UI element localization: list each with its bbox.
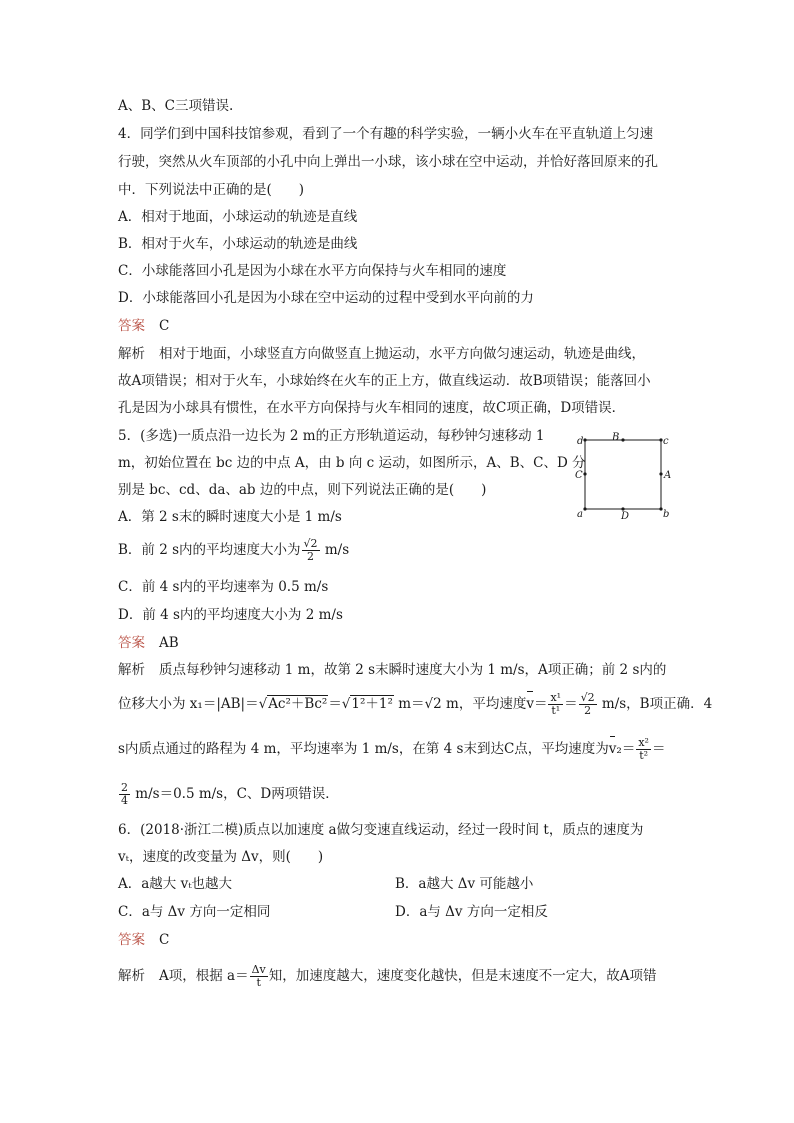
fraction bbox=[119, 782, 130, 807]
q6-option-d: D．a与 Δv 方向一定相反 bbox=[395, 904, 548, 920]
q6-answer bbox=[118, 930, 169, 950]
label-a: a bbox=[577, 509, 583, 520]
text: 知，加速度越大，速度变化越快，但是末速度不一定大，故A项错 bbox=[268, 968, 657, 984]
text: ＝√ bbox=[328, 696, 351, 712]
label-c: c bbox=[663, 436, 669, 447]
denominator: t bbox=[256, 976, 261, 989]
label-d: d bbox=[577, 436, 584, 447]
q5-analysis-text1: 质点每秒钟匀速移动 1 m，故第 2 s末瞬时速度大小为 1 m/s，A项正确；前 2 s内的 bbox=[159, 662, 667, 678]
label-b: b bbox=[663, 509, 670, 520]
fraction bbox=[548, 692, 563, 717]
text: ＝ bbox=[621, 741, 636, 757]
analysis-label: 解析 bbox=[118, 662, 145, 678]
denominator: 2 bbox=[307, 550, 315, 563]
q5-analysis-line4 bbox=[118, 782, 339, 807]
q4-option-d: D．小球能落回小孔是因为小球在空中运动的过程中受到水平向前的力 bbox=[118, 290, 534, 306]
answer-value: C bbox=[159, 932, 170, 948]
q4-stem-line2: 行驶，突然从火车顶部的小孔中向上弹出一小球，该小球在空中运动，并恰好落回原来的孔 bbox=[118, 154, 658, 170]
unit: m/s bbox=[320, 542, 350, 558]
q5-stem-line2: m，初始位置在 bc 边的中点 A，由 b 向 c 运动，如图所示，A、B、C、D 分 bbox=[118, 455, 586, 471]
numerator: x¹ bbox=[550, 691, 562, 704]
q6-stem-line1: 6．(2018·浙江二模)质点以加速度 a做匀变速直线运动，经过一段时间 t，质点的速度为 bbox=[118, 822, 644, 838]
text: ＝ bbox=[651, 741, 666, 757]
numerator: x² bbox=[638, 736, 649, 749]
denominator: 4 bbox=[121, 794, 128, 807]
q5-option-b-text: B．前 2 s内的平均速度大小为 bbox=[118, 542, 301, 558]
q6-option-c: C．a与 Δv 方向一定相同 bbox=[118, 904, 271, 920]
text: m＝√2 m，平均速度 bbox=[393, 696, 527, 712]
q4-analysis-line2: 故A项错误；相对于火车，小球始终在火车的正上方，做直线运动．故B项错误；能落回小 bbox=[118, 373, 651, 389]
q4-analysis-line1 bbox=[118, 344, 645, 364]
q5-stem-line3: 别是 bc、cd、da、ab 边的中点，则下列说法正确的是( ) bbox=[118, 482, 487, 498]
q5-analysis-line3 bbox=[118, 737, 665, 762]
q4-answer bbox=[118, 316, 169, 336]
q5-option-d: D．前 4 s内的平均速度大小为 2 m/s bbox=[118, 607, 343, 623]
analysis-label: 解析 bbox=[118, 968, 145, 984]
q4-stem-line1: 4．同学们到中国科技馆参观，看到了一个有趣的科学实验，一辆小火车在平直轨道上匀速 bbox=[118, 126, 654, 142]
q6-analysis-line1 bbox=[118, 964, 657, 989]
denominator: t² bbox=[639, 749, 649, 762]
text: m/s＝0.5 m/s，C、D两项错误． bbox=[131, 786, 339, 802]
text: ＝ bbox=[533, 696, 548, 712]
text: ＝ bbox=[564, 696, 578, 712]
numerator: √2 bbox=[303, 537, 318, 550]
q5-answer bbox=[118, 633, 179, 653]
q4-analysis-text1: 相对于地面，小球竖直方向做竖直上抛运动，水平方向做匀速运动，轨迹是曲线， bbox=[159, 346, 645, 362]
q5-stem-line1: 5．(多选)一质点沿一边长为 2 m的正方形轨道运动，每秒钟匀速移动 1 bbox=[118, 428, 545, 444]
mean-velocity-symbol: v bbox=[608, 741, 617, 757]
square-track-figure bbox=[572, 432, 672, 520]
text: s内质点通过的路程为 4 m，平均速率为 1 m/s，在第 4 s末到达C点，平均速度为 bbox=[118, 741, 609, 757]
answer-label: 答案 bbox=[118, 635, 145, 651]
q5-analysis-line2 bbox=[118, 692, 712, 717]
q5-option-b bbox=[118, 538, 349, 563]
label-D: D bbox=[621, 511, 630, 520]
mean-velocity-symbol: v bbox=[526, 696, 534, 712]
square-track bbox=[585, 440, 661, 509]
answer-value: C bbox=[159, 318, 170, 334]
radicand: Ac²＋Bc² bbox=[268, 696, 328, 712]
answer-label: 答案 bbox=[118, 318, 145, 334]
q6-option-b: B．a越大 Δv 可能越小 bbox=[395, 876, 534, 892]
text: 位移大小为 x₁＝|AB|＝√ bbox=[118, 696, 268, 712]
q4-option-c: C．小球能落回小孔是因为小球在水平方向保持与火车相同的速度 bbox=[118, 263, 507, 279]
numerator: √2 bbox=[580, 691, 595, 704]
answer-value: AB bbox=[159, 635, 179, 651]
fraction bbox=[636, 737, 651, 762]
radicand: 1²＋1² bbox=[351, 696, 393, 712]
text: A项，根据 a＝ bbox=[159, 968, 249, 984]
q6-option-a: A．a越大 vₜ也越大 bbox=[118, 876, 233, 892]
denominator: 2 bbox=[584, 704, 592, 717]
answer-label: 答案 bbox=[118, 932, 145, 948]
label-C: C bbox=[575, 470, 583, 481]
numerator: 2 bbox=[121, 781, 128, 794]
numerator: Δv bbox=[251, 963, 266, 976]
q4-option-b: B．相对于火车，小球运动的轨迹是曲线 bbox=[118, 236, 358, 252]
q5-option-a: A．第 2 s末的瞬时速度大小是 1 m/s bbox=[118, 509, 342, 525]
denominator: t¹ bbox=[551, 704, 561, 717]
q6-stem-line2: vₜ，速度的改变量为 Δv，则( ) bbox=[118, 849, 324, 865]
fraction bbox=[579, 692, 597, 717]
analysis-label: 解析 bbox=[118, 346, 145, 362]
q4-analysis-line3: 孔是因为小球具有惯性，在水平方向保持与火车相同的速度，故C项正确，D项错误． bbox=[118, 400, 626, 416]
fraction bbox=[250, 964, 268, 989]
q4-option-a: A．相对于地面，小球运动的轨迹是直线 bbox=[118, 209, 358, 225]
q4-stem-line3: 中．下列说法中正确的是( ) bbox=[118, 182, 305, 198]
q5-analysis-line1 bbox=[118, 660, 666, 680]
q5-option-c: C．前 4 s内的平均速率为 0.5 m/s bbox=[118, 579, 329, 595]
fraction bbox=[302, 538, 320, 563]
text: m/s，B项正确．4 bbox=[597, 696, 713, 712]
subscript: ₂ bbox=[616, 741, 622, 757]
label-A: A bbox=[664, 470, 672, 481]
previous-answer-tail: A、B、C三项错误. bbox=[118, 98, 234, 114]
label-B: B bbox=[612, 432, 620, 443]
